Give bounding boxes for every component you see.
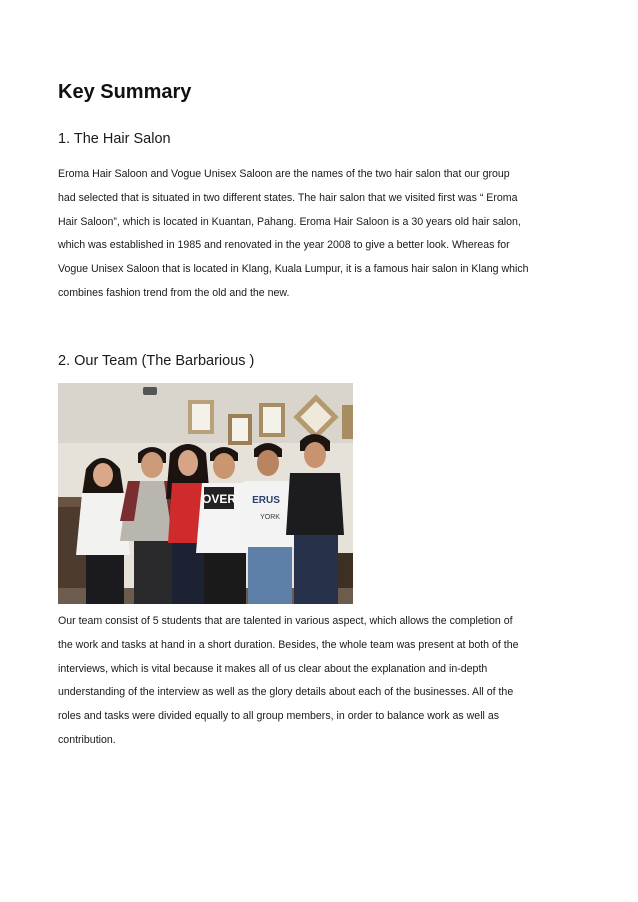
shirt-text: YORK [260, 514, 280, 521]
wall-frame [259, 403, 285, 437]
section-heading-our-team: 2. Our Team (The Barbarious ) [58, 353, 255, 369]
our-team-paragraph [58, 610, 583, 753]
paragraph-line: the work and tasks at hand in a short duration. Besides, the whole team was present at both of the [58, 638, 519, 651]
document-title: Key Summary [58, 81, 192, 103]
paragraph-line: Eroma Hair Saloon and Vogue Unisex Saloon are the names of the two hair salon that our group [58, 168, 510, 180]
shirt-text: OVER [201, 492, 237, 506]
paragraph-line: combines fashion trend from the old and the new. [58, 286, 290, 299]
wall-frame [188, 400, 214, 434]
paragraph-line: Hair Saloon”, which is located in Kuantan, Pahang. Eroma Hair Saloon is a 30 years old hair salon, [58, 215, 521, 228]
team-photo [58, 383, 353, 604]
shirt-text: ERUS [252, 495, 280, 506]
wall-frame [228, 414, 252, 445]
paragraph-line: understanding of the interview as well as the glory details about each of the businesses. All of the [58, 686, 514, 699]
paragraph-line: which was established in 1985 and renovated in the year 2008 to give a better look. Whereas for [58, 239, 510, 252]
hair-salon-paragraph [58, 163, 583, 306]
paragraph-line: Our team consist of 5 students that are talented in various aspect, which allows the completion of [58, 615, 513, 627]
paragraph-line: contribution. [58, 733, 116, 746]
paragraph-line: Vogue Unisex Saloon that is located in Klang, Kuala Lumpur, it is a famous hair salon in Klang which [58, 263, 529, 276]
paragraph-line: roles and tasks were divided equally to all group members, in order to balance work as well as [58, 710, 500, 723]
wall-frame [342, 405, 353, 439]
paragraph-line: interviews, which is vital because it makes all of us clear about the explanation and in-depth [58, 662, 488, 675]
paragraph-line: had selected that is situated in two different states. The hair salon that we visited first was “ Eroma [58, 191, 518, 204]
section-heading-hair-salon: 1. The Hair Salon [58, 131, 171, 147]
